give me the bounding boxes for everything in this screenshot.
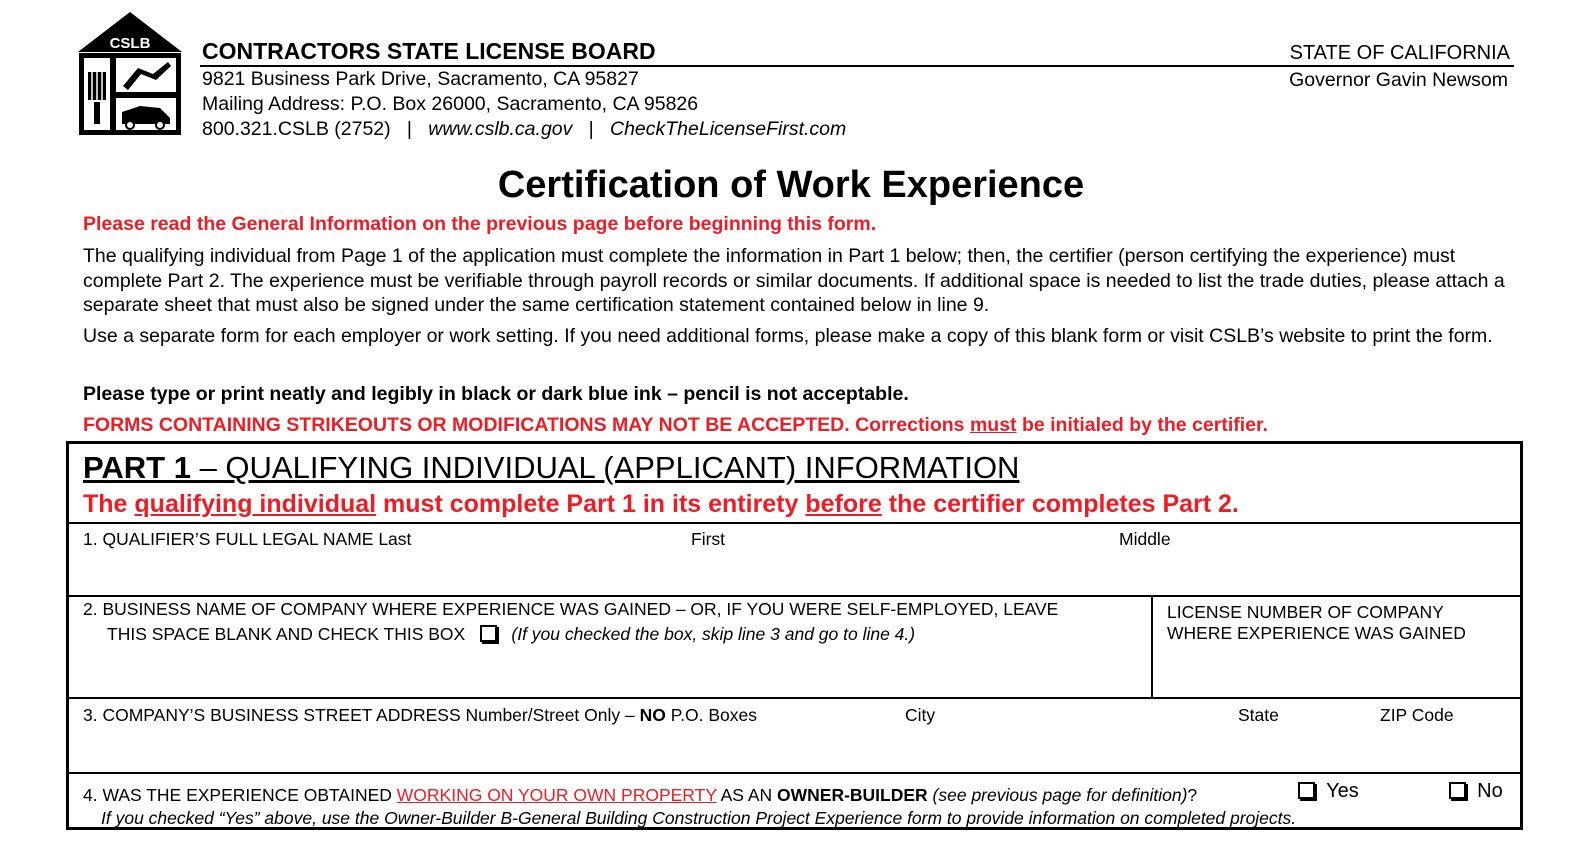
license-number-label: LICENSE NUMBER OF COMPANY xyxy=(1167,602,1444,622)
board-name: CONTRACTORS STATE LICENSE BOARD xyxy=(202,38,656,64)
license-number-label: WHERE EXPERIENCE WAS GAINED xyxy=(1167,623,1466,643)
street-label-text: P.O. Boxes xyxy=(665,705,757,725)
yes-option[interactable] xyxy=(1298,780,1359,803)
business-name-field[interactable] xyxy=(83,652,1143,692)
warning-emphasis: must xyxy=(969,414,1017,436)
instruction-text: The xyxy=(83,490,135,518)
divider xyxy=(68,595,1522,597)
check-license-link[interactable]: CheckTheLicenseFirst.com xyxy=(610,118,847,140)
instruction-text: must complete Part 1 in its entirety xyxy=(376,490,806,518)
yes-label: Yes xyxy=(1326,780,1359,802)
svg-text:CSLB: CSLB xyxy=(109,35,151,52)
state-label: State xyxy=(1238,705,1279,725)
state-name: STATE OF CALIFORNIA xyxy=(1289,42,1510,64)
part1-heading: – QUALIFYING INDIVIDUAL (APPLICANT) INFORMATION xyxy=(190,450,1020,485)
no-label: No xyxy=(1477,780,1503,802)
intro-paragraph-2: Use a separate form for each employer or work setting. If you need additional forms, please make a copy of this blank form or visit CSLB’s website to print the form. xyxy=(83,325,1493,347)
street-address-field[interactable] xyxy=(83,730,893,768)
warning-text: FORMS CONTAINING STRIKEOUTS OR MODIFICATIONS MAY NOT BE ACCEPTED. Corrections xyxy=(83,414,970,436)
instruction-text: the certifier completes Part 2. xyxy=(881,490,1239,518)
no-option[interactable] xyxy=(1449,780,1503,803)
city-label: City xyxy=(905,705,936,725)
street-label-text: 3. COMPANY’S BUSINESS STREET ADDRESS Number/Street Only – xyxy=(83,705,640,725)
qualifier-name-label: 1. QUALIFIER’S FULL LEGAL NAME Last xyxy=(83,529,412,549)
no-checkbox[interactable] xyxy=(1449,782,1466,799)
divider xyxy=(1151,596,1153,698)
owner-builder-term: OWNER-BUILDER xyxy=(777,785,928,805)
divider xyxy=(68,772,1522,774)
first-name-field[interactable] xyxy=(691,556,1111,592)
phone-number: 800.321.CSLB (2752) xyxy=(202,118,391,140)
part1-label: PART 1 xyxy=(83,450,191,485)
state-field[interactable] xyxy=(1238,730,1368,768)
street-address: 9821 Business Park Drive, Sacramento, CA 95827 xyxy=(202,68,639,90)
governor-name: Governor Gavin Newsom xyxy=(1289,69,1508,91)
divider xyxy=(68,697,1522,699)
ink-instructions: Please type or print neatly and legibly in black or dark blue ink – pencil is not acceptable. xyxy=(83,383,909,405)
own-property-link[interactable]: WORKING ON YOUR OWN PROPERTY xyxy=(396,785,717,805)
self-employed-checkbox[interactable] xyxy=(480,625,497,642)
intro-paragraph-1: The qualifying individual from Page 1 of the application must complete the information in Part 1 below; then, the certifier (person certifying the experience) must complete Part 2. The experience must be verifiable through payroll records or similar documents. If additional space is needed to list the trade duties, please attach a separate sheet that must also be signed under the same certification statement contained below in line 9. xyxy=(83,245,1505,316)
definition-hint: (see previous page for definition) xyxy=(927,785,1188,805)
mailing-address: Mailing Address: P.O. Box 26000, Sacramento, CA 95826 xyxy=(202,93,699,115)
strikeout-warning xyxy=(83,413,1513,438)
license-number-field[interactable] xyxy=(1167,650,1512,692)
page-title: Certification of Work Experience xyxy=(497,164,1085,206)
question-text: AS AN xyxy=(716,785,777,805)
instruction-emphasis: qualifying individual xyxy=(134,490,377,518)
self-employed-row xyxy=(107,624,915,645)
question-mark: ? xyxy=(1187,785,1198,805)
contact-line xyxy=(202,118,846,141)
owner-builder-question xyxy=(83,785,1197,806)
first-name-label: First xyxy=(691,529,726,549)
instruction-emphasis: before xyxy=(805,490,882,518)
middle-name-field[interactable] xyxy=(1119,556,1514,592)
business-name-label: 2. BUSINESS NAME OF COMPANY WHERE EXPERIENCE WAS GAINED – OR, IF YOU WERE SELF-EMPLOYED, LEAVE xyxy=(83,599,1059,619)
self-employed-hint: (If you checked the box, skip line 3 and go to line 4.) xyxy=(511,624,916,644)
street-address-label xyxy=(83,705,757,726)
street-label-no: NO xyxy=(639,705,666,725)
read-notice: Please read the General Information on the previous page before beginning this form. xyxy=(83,213,877,235)
separator: | xyxy=(588,118,594,140)
part1-title xyxy=(83,450,1019,486)
last-name-field[interactable] xyxy=(83,556,683,592)
question-text: 4. WAS THE EXPERIENCE OBTAINED xyxy=(83,785,397,805)
cslb-logo xyxy=(78,12,182,136)
self-employed-label: THIS SPACE BLANK AND CHECK THIS BOX xyxy=(107,624,466,644)
zip-code-field[interactable] xyxy=(1380,730,1512,768)
middle-name-label: Middle xyxy=(1119,529,1171,549)
city-field[interactable] xyxy=(905,730,1225,768)
part1-instruction xyxy=(83,490,1239,519)
owner-builder-note: If you checked “Yes” above, use the Owner-Builder B-General Building Construction Project Experience form to provide information on completed projects. xyxy=(101,808,1297,828)
separator: | xyxy=(406,118,412,140)
website-link[interactable]: www.cslb.ca.gov xyxy=(428,118,573,140)
yes-checkbox[interactable] xyxy=(1298,782,1315,799)
zip-code-label: ZIP Code xyxy=(1380,705,1454,725)
divider xyxy=(68,522,1522,524)
warning-text: be initialed by the certifier. xyxy=(1016,414,1268,436)
header-rule xyxy=(200,65,1514,67)
